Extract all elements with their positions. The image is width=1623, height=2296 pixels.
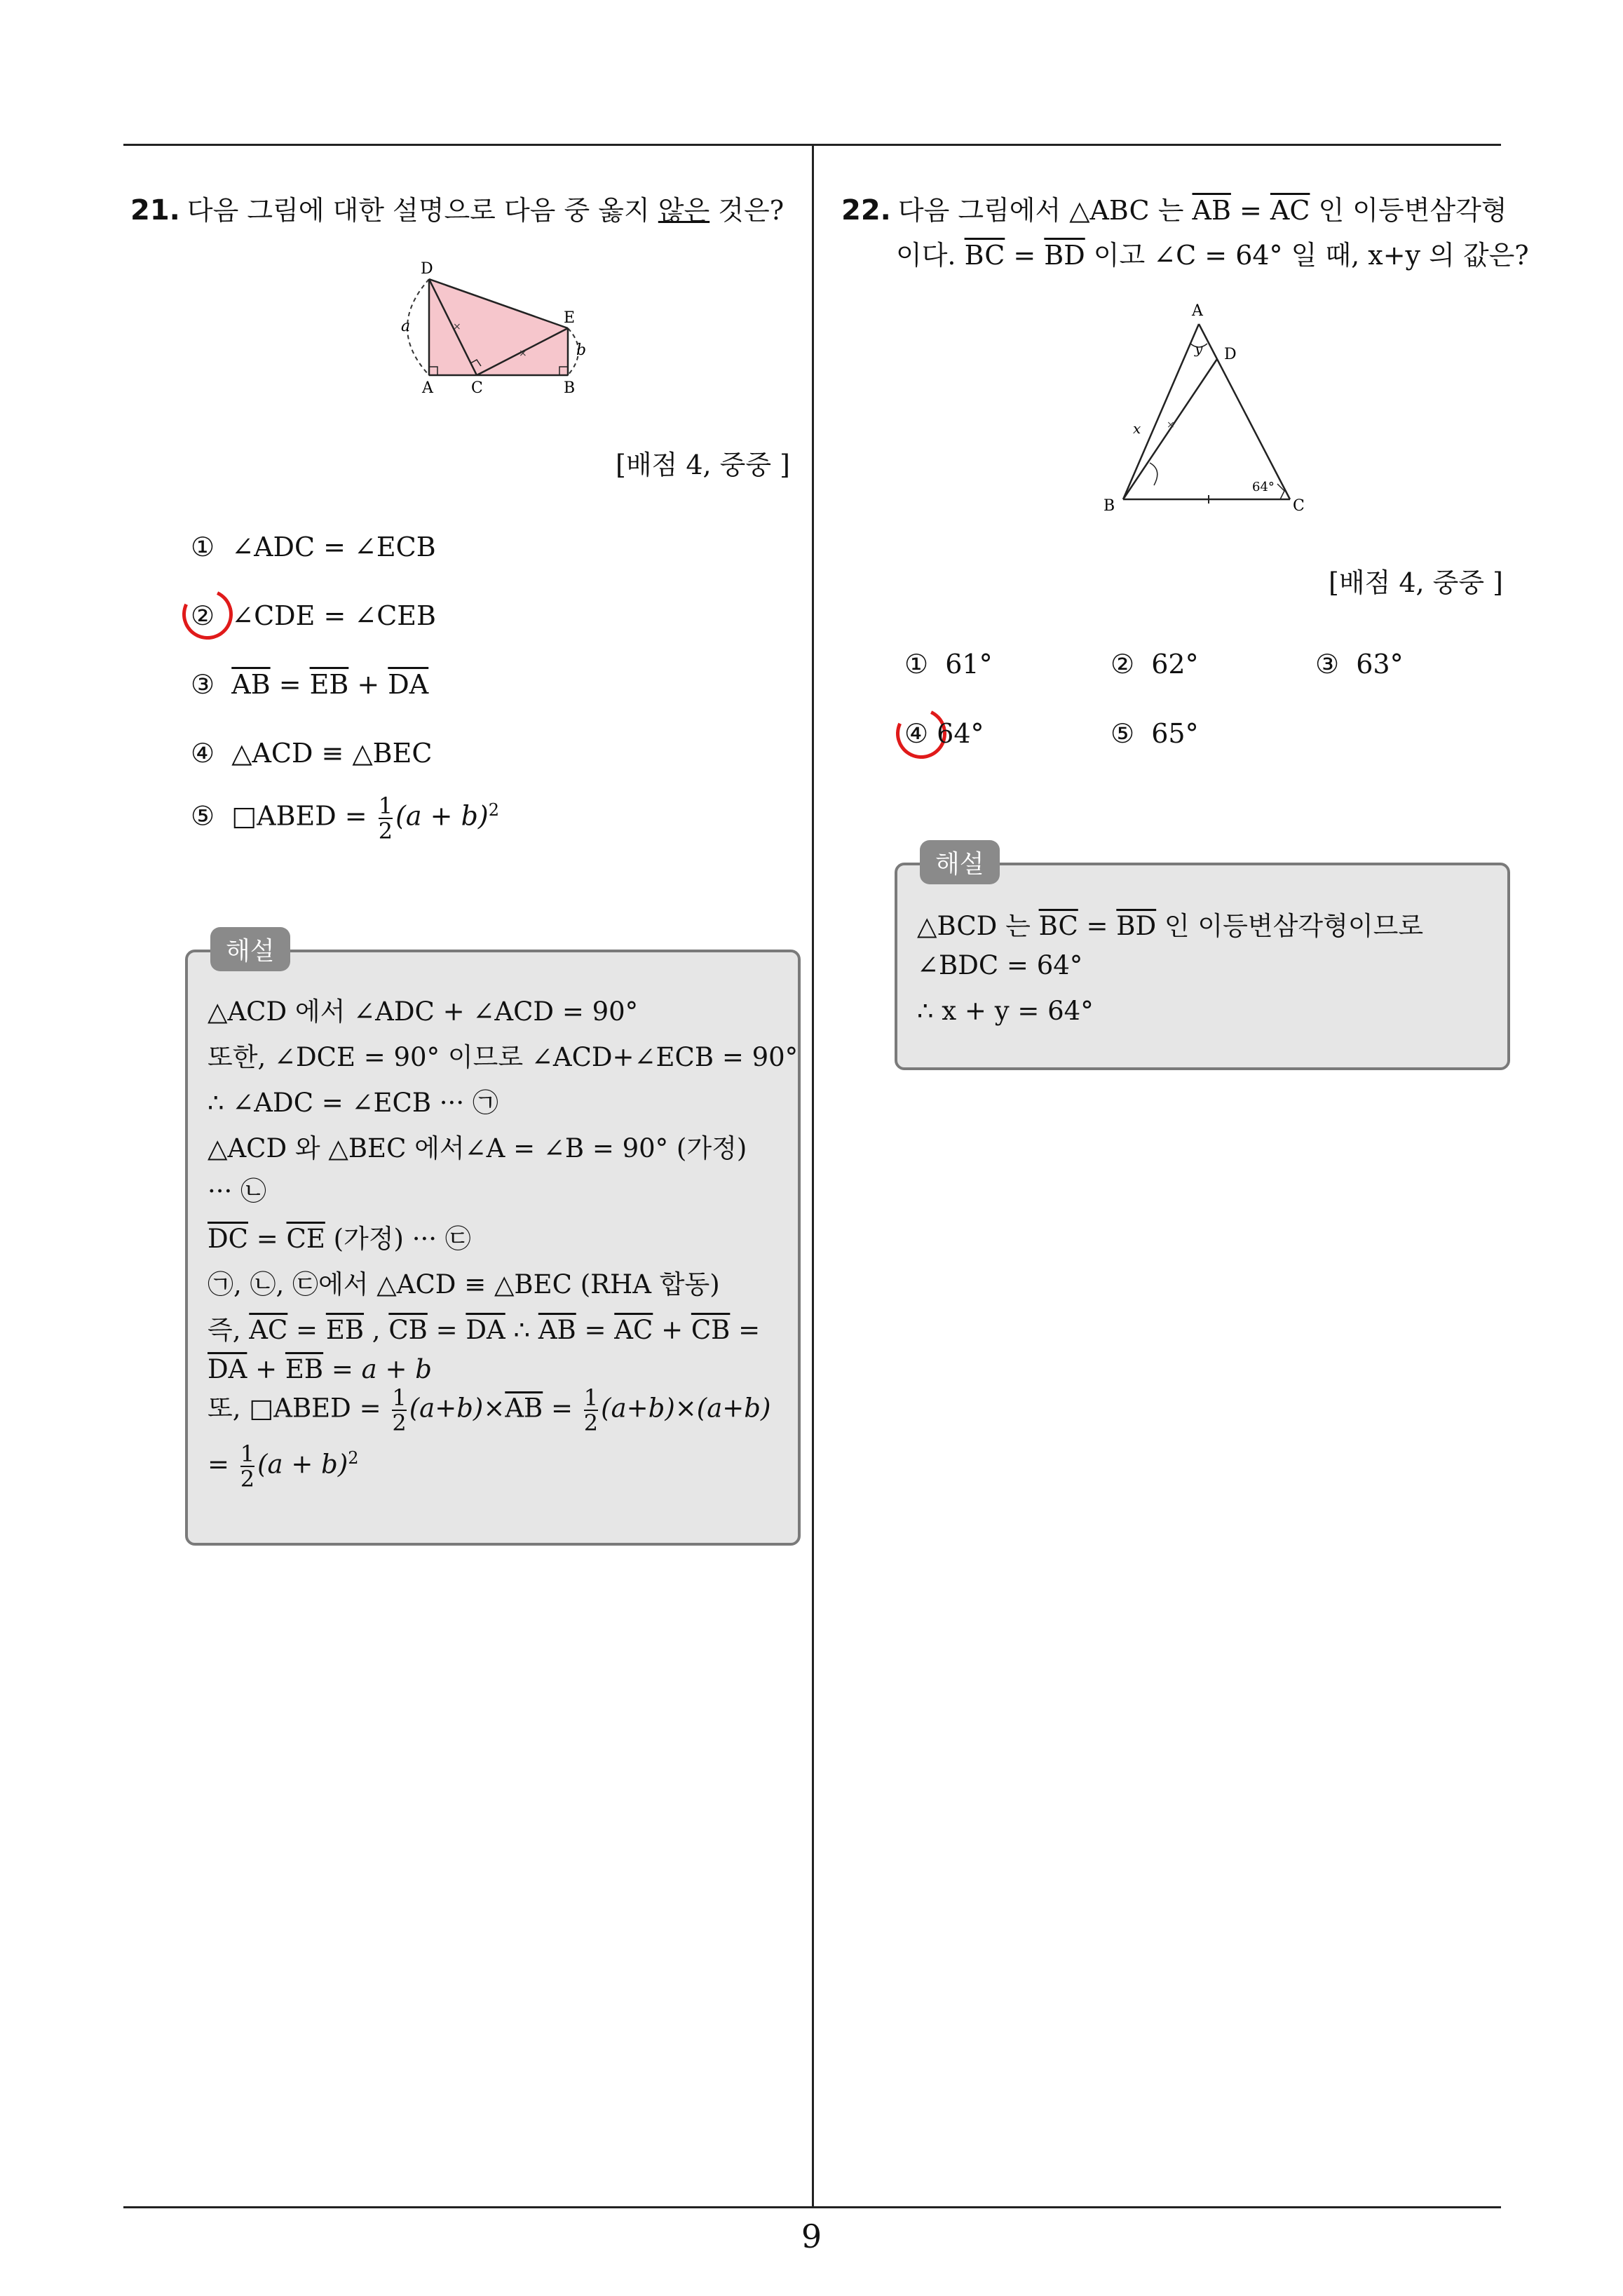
q21-score: [배점 4, 중중 ] [616,450,790,480]
choice-text: △ACD ≡ △BEC [231,738,433,769]
q21-title-text: 다음 그림에 대한 설명으로 다음 중 옳지 [186,195,650,226]
q22-score: [배점 4, 중중 ] [1329,567,1503,598]
q22-label-D: D [1224,346,1237,363]
q21-choice-3[interactable] [191,669,428,700]
q22-sol-line-1: △BCD 는 $\overline{BC} = \overline{BD}$ 인 이등변삼각형이므로 [917,911,1424,941]
q22-label-x: x [1133,420,1141,437]
q21-sol-line-3: ∴ ∠ADC = ∠ECB ··· ㉠ [208,1088,498,1118]
q22-sol-line-3: ∴ x + y = 64° [917,996,1094,1026]
q21-label-C: C [471,379,483,397]
segment: $\overline{EB}$ [309,669,349,700]
q22-label-B: B [1103,497,1115,515]
op: + [348,669,388,700]
q21-title [130,188,784,233]
q21-title-end: 것은? [718,195,785,226]
choice-text: ∠CDE = ∠CEB [231,600,436,631]
q22-number: 22. [841,194,891,227]
q21-sol-line-10: 또, □ABED = $\frac{1}{2}$ $(a+b)\times\overline{AB}$ = $\frac{1}{2}$ (a+b)×(a+b) [208,1384,771,1436]
q21-title-underlined: 않은 [658,195,710,226]
q22-label-angle: 64° [1252,480,1275,494]
q22-solution-tag: 해설 [920,840,1000,884]
q21-label-b: b [576,342,587,359]
q21-figure [393,252,603,400]
exponent: 2 [488,799,500,820]
choice-number: ⑤ [191,800,215,832]
q22-choice-2[interactable]: ② 62° [1111,649,1199,680]
q21-sol-line-7: ㉠, ㉡, ㉢에서 △ACD ≡ △BEC (RHA 합동) [208,1269,720,1299]
q22-choice-3[interactable]: ③ 63° [1315,649,1404,680]
q22-choice-5[interactable]: ⑤ 65° [1111,718,1199,749]
segment: $\overline{AB}$ [231,669,271,700]
q21-sol-line-5: ··· ㉡ [208,1176,267,1206]
q21-sol-line-1: △ACD 에서 ∠ADC + ∠ACD = 90° [208,997,639,1027]
q21-choice-4[interactable] [191,738,432,769]
choice-text: ∠ADC = ∠ECB [231,532,436,562]
bottom-rule [123,2206,1501,2208]
choice-number: ② [191,600,215,631]
q22-sol-line-2: ∠BDC = 64° [917,950,1083,980]
svg-text:×: × [519,348,527,359]
q22-label-C: C [1293,497,1305,515]
q21-solution-tag: 해설 [210,927,290,971]
page-number: 9 [801,2217,822,2255]
q22-label-y: y [1195,340,1203,357]
q22-label-A: A [1192,302,1203,320]
segment: $\overline{DA}$ [388,669,429,700]
q21-sol-line-4: △ACD 와 △BEC 에서∠A = ∠B = 90° (가정) [208,1133,747,1163]
svg-text:×: × [1167,419,1175,431]
column-divider [812,144,814,2208]
q22-choice-4[interactable]: ④ 64° [904,718,984,749]
q21-sol-line-11: = $\frac{1}{2}$ $(a + b)^2$ [208,1440,359,1492]
fraction: $\frac{1}{2}$ [378,792,393,844]
q21-label-A: A [422,379,433,397]
choice-text: □ABED = [231,800,376,832]
q22-figure [1094,295,1318,519]
q21-label-B: B [564,379,576,397]
q21-choice-2[interactable] [191,600,436,631]
svg-text:×: × [453,321,461,332]
q21-label-E: E [564,309,576,327]
q21-sol-line-2: 또한, ∠DCE = 90° 이므로 ∠ACD+∠ECB = 90° [208,1042,799,1072]
choice-number: ① [191,532,215,562]
q22-title-line-2: 이다. $\overline{BC} = \overline{BD}$ 이고 ∠C = 64° 일 때, x+y 의 값은? [896,240,1529,271]
q21-choice-1[interactable] [191,532,436,562]
q21-number: 21. [130,194,180,227]
q21-label-D: D [421,260,433,278]
op: = [270,669,310,700]
q21-sol-line-6: $\overline{DC} = \overline{CE}$ (가정) ··· ㉢ [208,1224,471,1254]
q21-sol-line-8: 즉, $\overline{AC} = \overline{EB}$ , $\overline{CB} = \overline{DA}$ ∴ $\overline{AB} = \overline{AC} + \overline{CB}$ = [208,1315,761,1345]
q22-choice-1[interactable]: ① 61° [904,649,993,680]
q22-title-line-1: 22. 다음 그림에서 △ABC 는 $\overline{AB} = \overline{AC}$ 인 이등변삼각형 [841,194,1507,227]
choice-text: (a + b) [395,800,489,832]
q21-sol-line-9: $\overline{DA} + \overline{EB} = a + b$ [208,1354,432,1384]
choice-number: ④ [191,738,215,769]
q21-choice-5[interactable] [191,794,499,843]
q21-label-a: a [401,318,411,335]
choice-number: ③ [191,669,215,700]
